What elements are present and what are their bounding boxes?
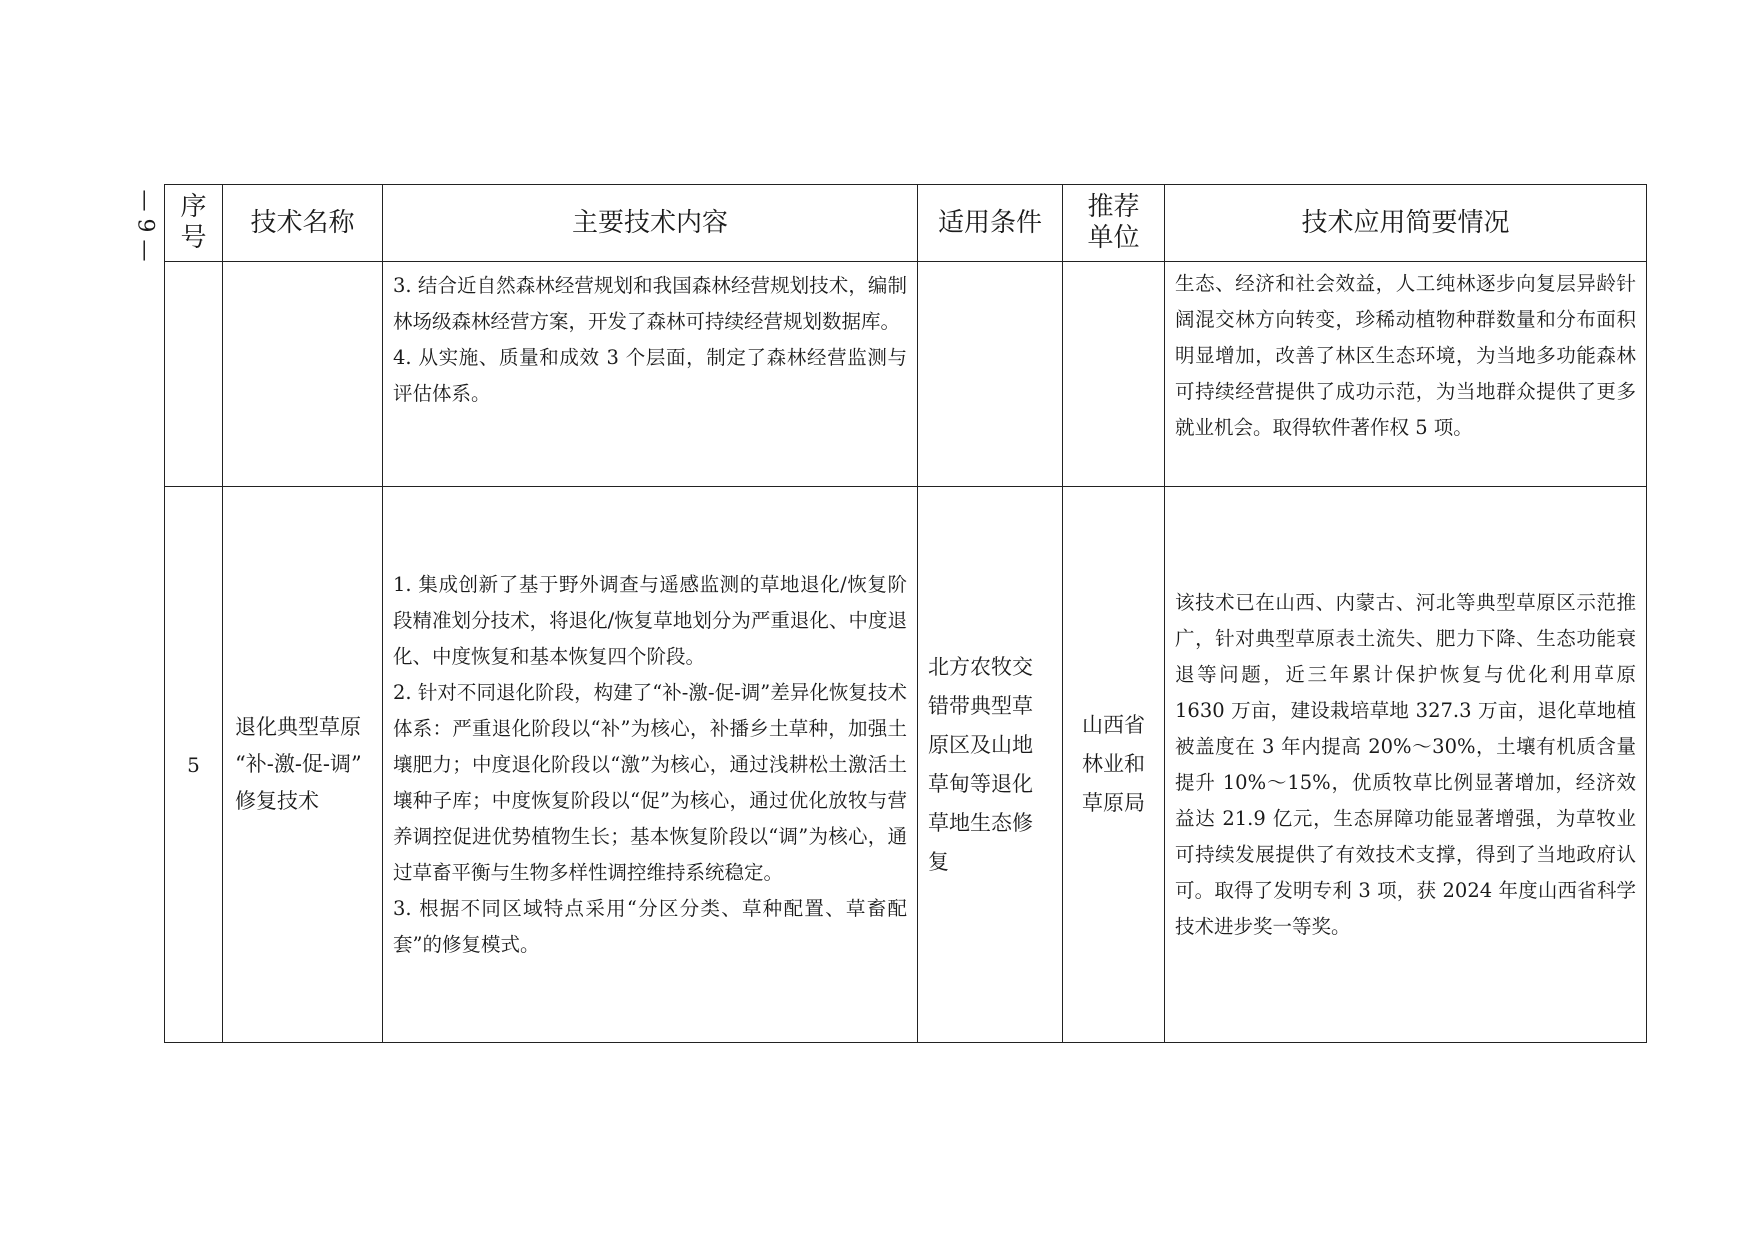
technology-table <box>164 184 1647 1043</box>
cell-seq-continued <box>165 262 223 487</box>
header-content: 主要技术内容 <box>383 185 918 262</box>
header-application: 技术应用简要情况 <box>1165 185 1647 262</box>
condition-line: 错带典型草 <box>928 693 1033 718</box>
cell-content-continued <box>383 262 918 487</box>
cell-unit-continued <box>1063 262 1165 487</box>
table-row-5 <box>165 487 1647 1043</box>
table-row-continued <box>165 262 1647 487</box>
header-row <box>165 185 1647 262</box>
header-unit: 推荐 单位 <box>1063 185 1165 262</box>
unit-line: 山西省 <box>1082 713 1145 737</box>
cell-conditions-continued <box>918 262 1063 487</box>
application-text: 生态、经济和社会效益，人工纯林逐步向复层异龄针阔混交林方向转变，珍稀动植物种群数量和分布面积明显增加，改善了林区生态环境，为当地多功能森林可持续经营提供了成功示范，为当地群众提供了更多就业机会。取得软件著作权 5 项。 <box>1175 272 1636 439</box>
cell-conditions <box>918 487 1063 1043</box>
condition-line: 草地生态修 <box>928 810 1033 835</box>
name-line: 退化典型草原 <box>235 715 361 739</box>
header-conditions: 适用条件 <box>918 185 1063 262</box>
name-line: 修复技术 <box>235 789 319 813</box>
content-item: 4. 从实施、质量和成效 3 个层面，制定了森林经营监测与评估体系。 <box>393 346 907 405</box>
page-number <box>130 175 160 275</box>
cell-unit <box>1063 487 1165 1043</box>
unit-line: 草原局 <box>1082 791 1145 815</box>
unit-line: 林业和 <box>1082 752 1145 776</box>
content-item: 3. 结合近自然森林经营规划和我国森林经营规划技术，编制林场级森林经营方案，开发了森林可持续经营规划数据库。 <box>393 274 907 333</box>
content-item: 2. 针对不同退化阶段，构建了“补-激-促-调”差异化恢复技术体系：严重退化阶段以“补”为核心，补播乡土草种，加强土壤肥力；中度退化阶段以“激”为核心，通过浅耕松土激活土壤种子库；中度恢复阶段以“促”为核心，通过优化放牧与营养调控促进优势植物生长；基本恢复阶段以“调”为核心，通过草畜平衡与生物多样性调控维持系统稳定。 <box>393 680 907 884</box>
condition-line: 复 <box>928 849 949 874</box>
cell-application <box>1165 487 1647 1043</box>
name-line: “补-激-促-调” <box>235 752 362 776</box>
header-name: 技术名称 <box>223 185 383 262</box>
content-item: 1. 集成创新了基于野外调查与遥感监测的草地退化/恢复阶段精准划分技术，将退化/恢复草地划分为严重退化、中度退化、中度恢复和基本恢复四个阶段。 <box>393 572 907 668</box>
cell-application-continued <box>1165 262 1647 487</box>
header-seq: 序 号 <box>165 185 223 262</box>
page-number-text: — 9 — <box>132 189 158 261</box>
condition-line: 草甸等退化 <box>928 771 1033 796</box>
content-item: 3. 根据不同区域特点采用“分区分类、草种配置、草畜配套”的修复模式。 <box>393 896 907 956</box>
condition-line: 北方农牧交 <box>928 654 1033 679</box>
cell-content <box>383 487 918 1043</box>
condition-line: 原区及山地 <box>928 732 1033 757</box>
application-text: 该技术已在山西、内蒙古、河北等典型草原区示范推广，针对典型草原表土流失、肥力下降、生态功能衰退等问题，近三年累计保护恢复与优化利用草原 1630 万亩，建设栽培草地 327.3 万亩，退化草地植被盖度在 3 年内提高 20%～30%，土壤有机质含量提升 10%～15%，优质牧草比例显著增加，经济效益达 21.9 亿元，生态屏障功能显著增强，为草牧业可持续发展提供了有效技术支撑，得到了当地政府认可。取得了发明专利 3 项，获 2024 年度山西省科学技术进步奖一等奖。 <box>1175 590 1636 938</box>
cell-name-continued <box>223 262 383 487</box>
cell-seq: 5 <box>165 487 223 1043</box>
cell-name <box>223 487 383 1043</box>
